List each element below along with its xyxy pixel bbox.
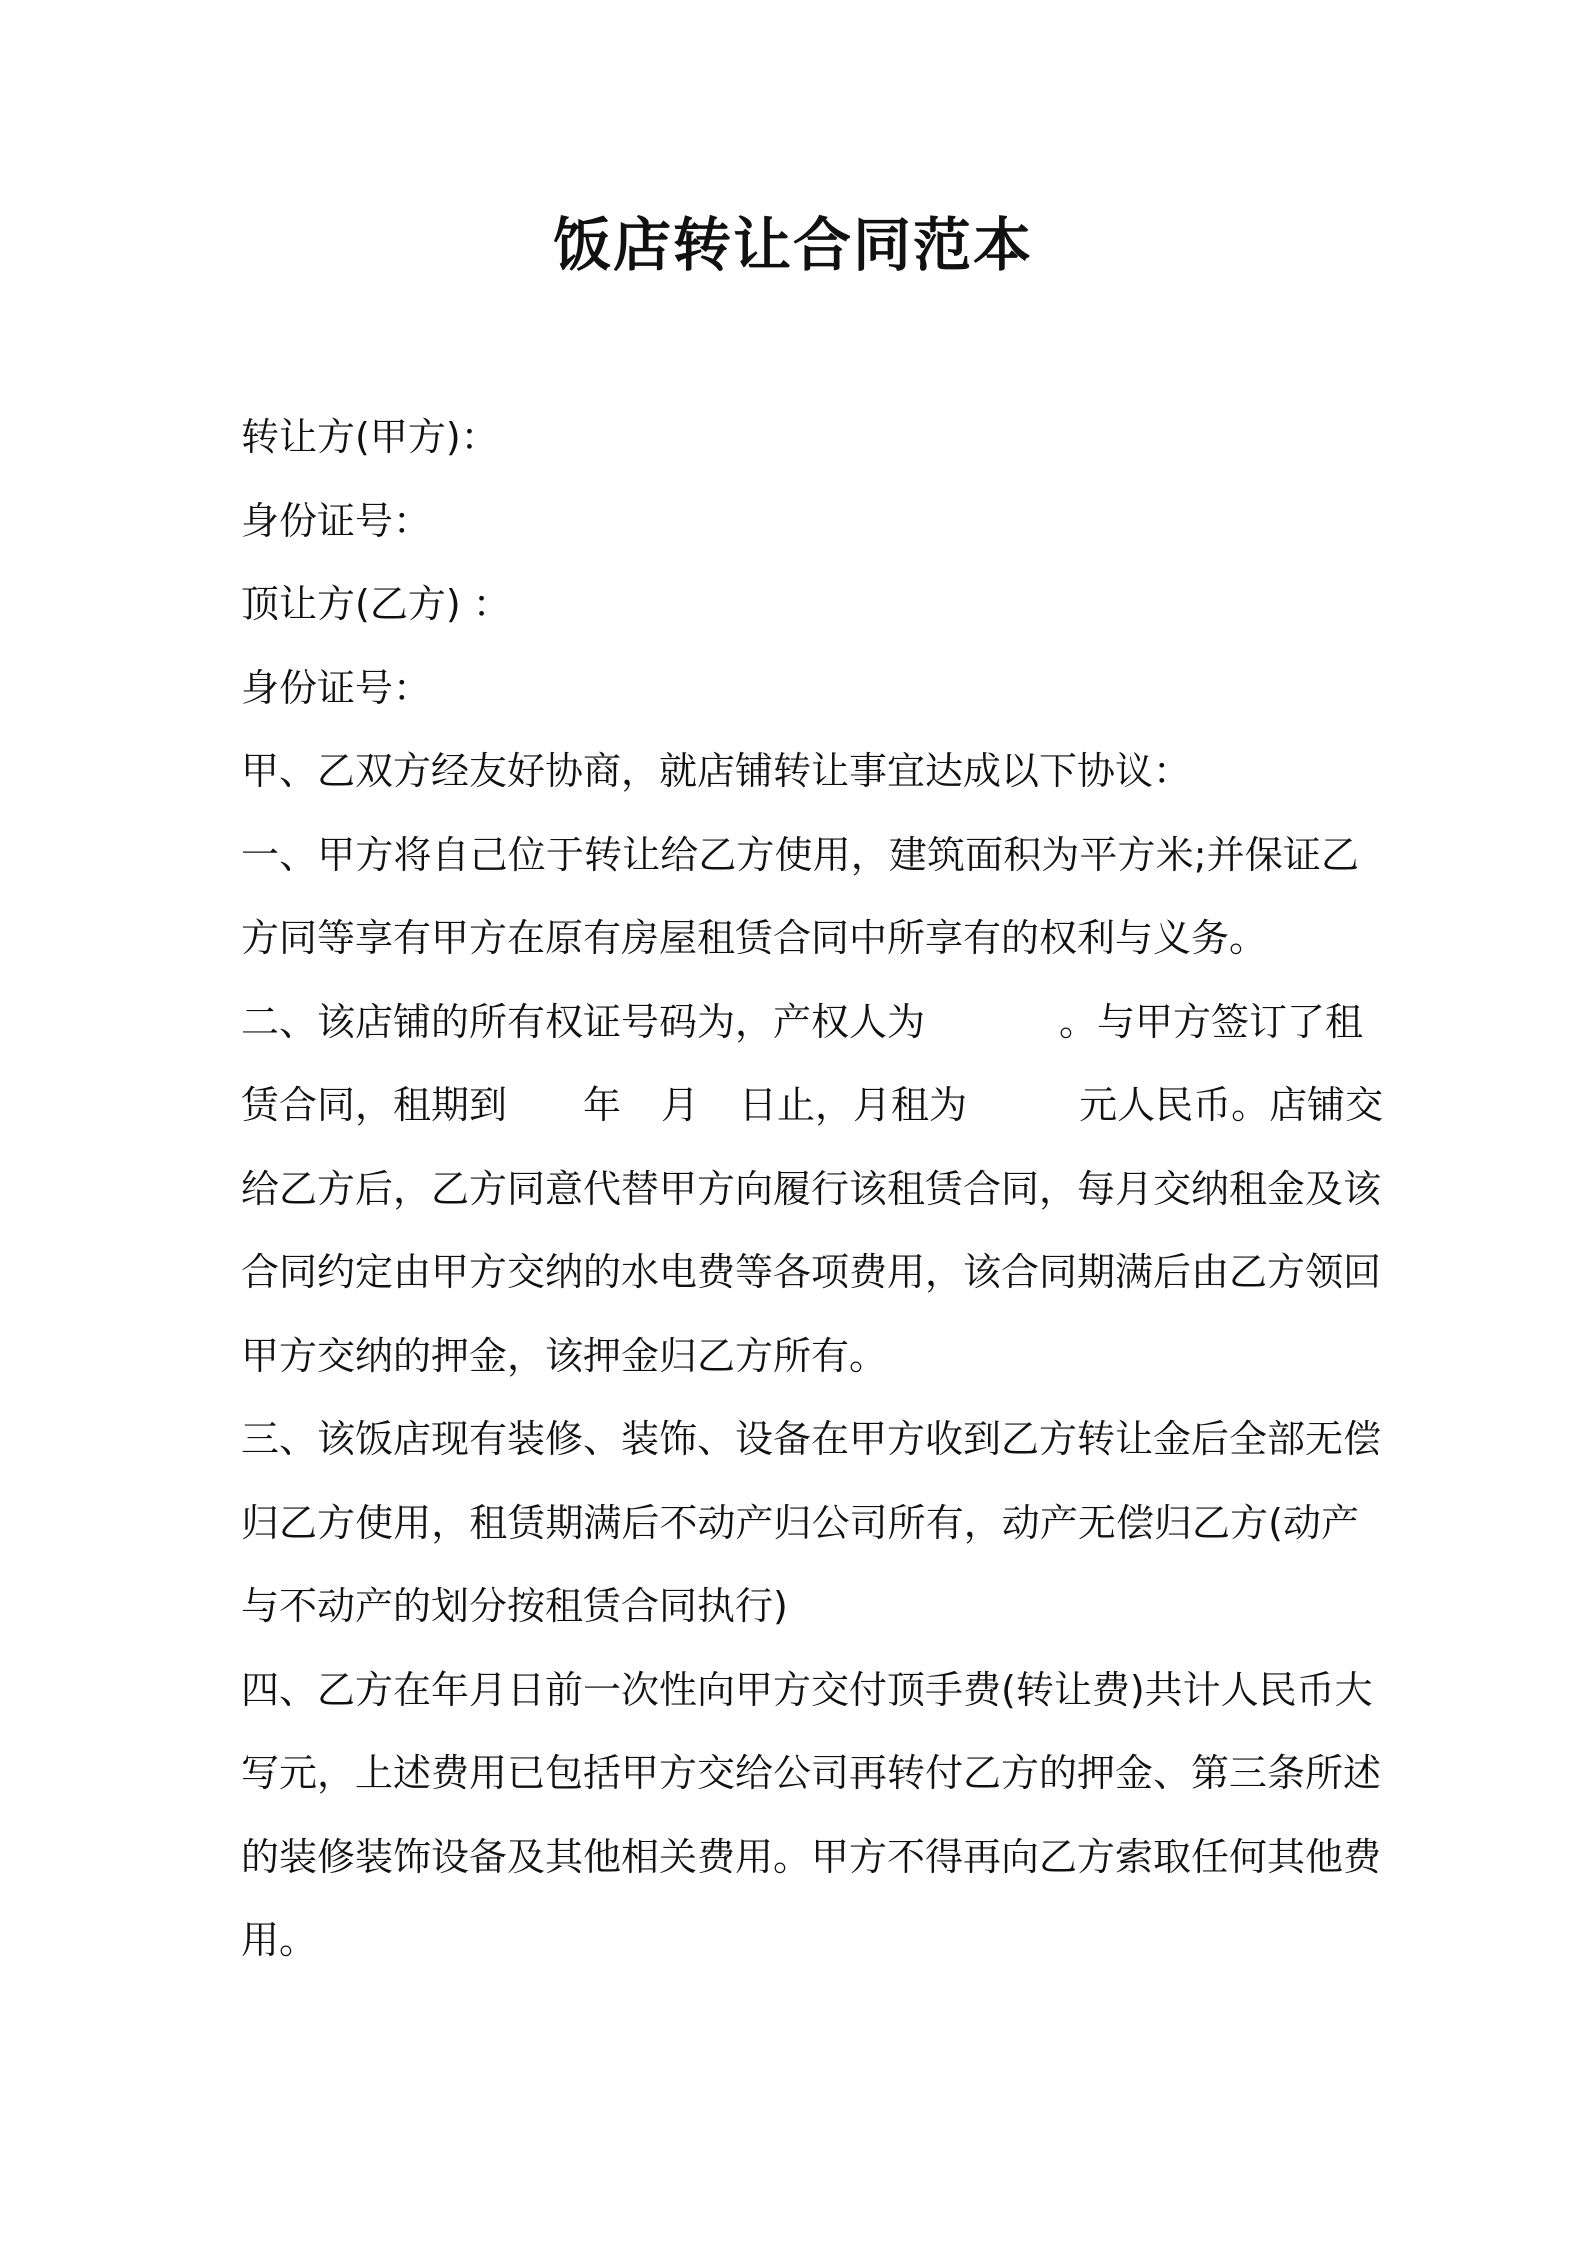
clause-2-text: 赁合同，租期到 bbox=[241, 1083, 508, 1127]
document-title: 饭店转让合同范本 bbox=[552, 211, 1033, 279]
year-label: 年 bbox=[583, 1083, 622, 1127]
clause-2 bbox=[241, 981, 1384, 1399]
document-body bbox=[241, 396, 1384, 1983]
clause-3-line: 三、该饭店现有装修、装饰、设备在甲方收到乙方转让金后全部无偿 bbox=[241, 1417, 1382, 1461]
intro-paragraph: 甲、乙双方经友好协商，就店铺转让事宜达成以下协议： bbox=[241, 749, 1192, 793]
clause-1 bbox=[241, 814, 1359, 981]
clause-1-line: 一、甲方将自己位于转让给乙方使用，建筑面积为平方米;并保证乙 bbox=[241, 832, 1359, 877]
transferor-id-field: 身份证号： bbox=[241, 498, 432, 543]
clause-2-text: 二、该店铺的所有权证号码为，产权人为 bbox=[241, 999, 926, 1044]
clause-2-line: 给乙方后，乙方同意代替甲方向履行该租赁合同，每月交纳租金及该 bbox=[241, 1166, 1382, 1211]
clause-3 bbox=[241, 1398, 1382, 1649]
transferee-id-field: 身份证号： bbox=[241, 665, 432, 710]
clause-2-line bbox=[241, 1064, 1384, 1148]
transferor-field: 转让方(甲方)： bbox=[241, 415, 499, 459]
transferee-field: 顶让方(乙方) ： bbox=[241, 582, 511, 626]
clause-2-text: 日止，月租为 bbox=[739, 1083, 968, 1127]
clause-2-line: 合同约定由甲方交纳的水电费等各项费用，该合同期满后由乙方领回 bbox=[241, 1250, 1382, 1294]
clause-4-line: 四、乙方在年月日前一次性向甲方交付顶手费(转让费)共计人民币大 bbox=[241, 1667, 1373, 1712]
clause-2-text: 元人民币。店铺交 bbox=[1079, 1083, 1384, 1127]
clause-2-line: 甲方交纳的押金，该押金归乙方所有。 bbox=[241, 1333, 888, 1378]
clause-4 bbox=[241, 1649, 1382, 1983]
clause-3-line: 与不动产的划分按租赁合同执行) bbox=[241, 1584, 788, 1628]
clause-4-line: 写元，上述费用已包括甲方交给公司再转付乙方的押金、第三条所述 bbox=[241, 1751, 1382, 1795]
clause-1-line: 方同等享有甲方在原有房屋租赁合同中所享有的权利与义务。 bbox=[241, 916, 1268, 960]
clause-3-line: 归乙方使用，租赁期满后不动产归公司所有，动产无偿归乙方(动产 bbox=[241, 1500, 1359, 1545]
clause-4-line: 的装修装饰设备及其他相关费用。甲方不得再向乙方索取任何其他费 bbox=[241, 1834, 1382, 1879]
clause-2-text: 。与甲方签订了租 bbox=[1059, 999, 1364, 1044]
clause-4-line: 用。 bbox=[241, 1918, 318, 1962]
month-label: 月 bbox=[661, 1083, 700, 1127]
clause-2-line bbox=[241, 981, 1364, 1065]
